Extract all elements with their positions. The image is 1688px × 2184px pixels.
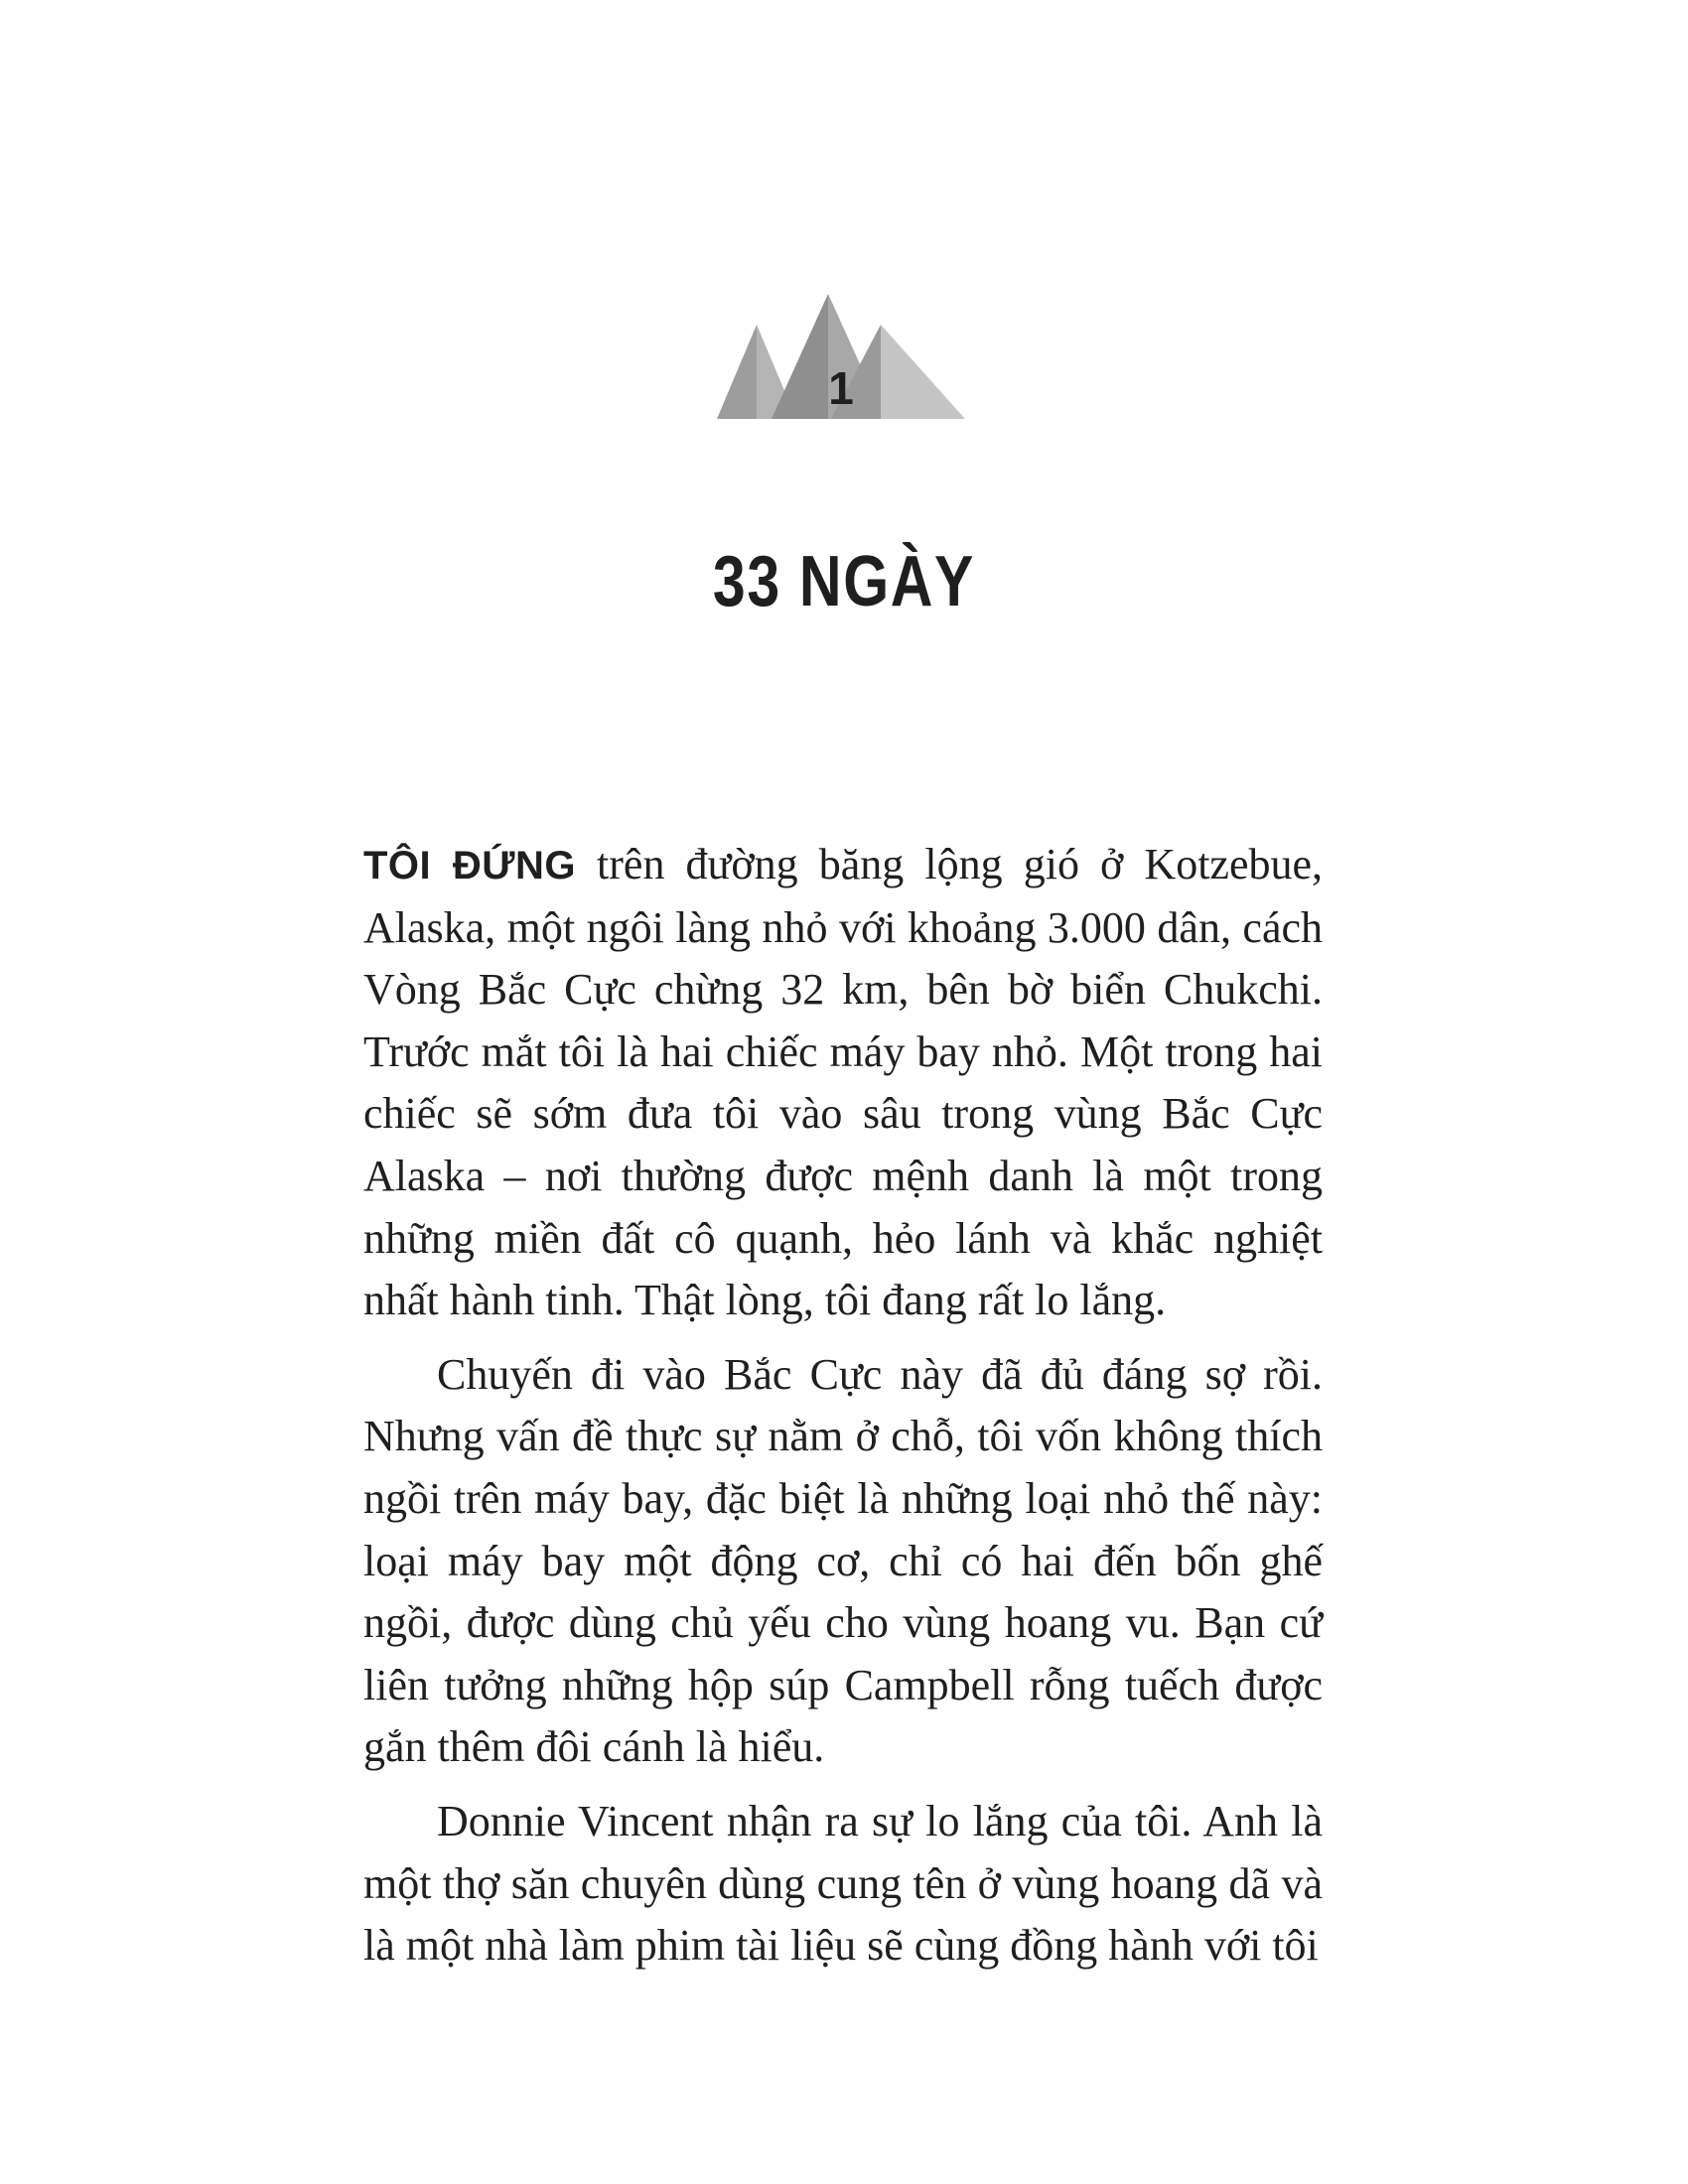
paragraph-1 bbox=[363, 834, 1323, 1332]
paragraph-lead-in: TÔI ĐỨNG bbox=[363, 844, 576, 887]
mountain-left-peak-shadow bbox=[717, 325, 757, 419]
paragraph-text: trên đường băng lộng gió ở Kotzebue, Alaska, một ngôi làng nhỏ với khoảng 3.000 dân, cách Vòng Bắc Cực chừng 32 km, bên bờ biển Chukchi. Trước mắt tôi là hai chiếc máy bay nhỏ. Một trong hai chiếc sẽ sớm đưa tôi vào sâu trong vùng Bắc Cực Alaska – nơi thường được mệnh danh là một trong những miền đất cô quạnh, hẻo lánh và khắc nghiệt nhất hành tinh. Thật lòng, tôi đang rất lo lắng. bbox=[363, 840, 1324, 1325]
paragraph-2: Chuyến đi vào Bắc Cực này đã đủ đáng sợ rồi. Nhưng vấn đề thực sự nằm ở chỗ, tôi vốn không thích ngồi trên máy bay, đặc biệt là những loại nhỏ thế này: loại máy bay một động cơ, chỉ có hai đến bốn ghế ngồi, được dùng chủ yếu cho vùng hoang vu. Bạn cứ liên tưởng những hộp súp Campbell rỗng tuếch được gắn thêm đôi cánh là hiểu. bbox=[363, 1349, 1323, 1772]
mountain-right-peak-light bbox=[881, 325, 965, 419]
chapter-title: 33 NGÀY bbox=[712, 542, 976, 622]
chapter-number: 1 bbox=[828, 362, 854, 414]
paragraph-3: Donnie Vincent nhận ra sự lo lắng của tôi. Anh là một thợ săn chuyên dùng cung tên ở vùng hoang dã và là một nhà làm phim tài liệu sẽ cùng đồng hành với tôi bbox=[363, 1796, 1323, 1971]
chapter-body bbox=[363, 834, 1323, 1978]
